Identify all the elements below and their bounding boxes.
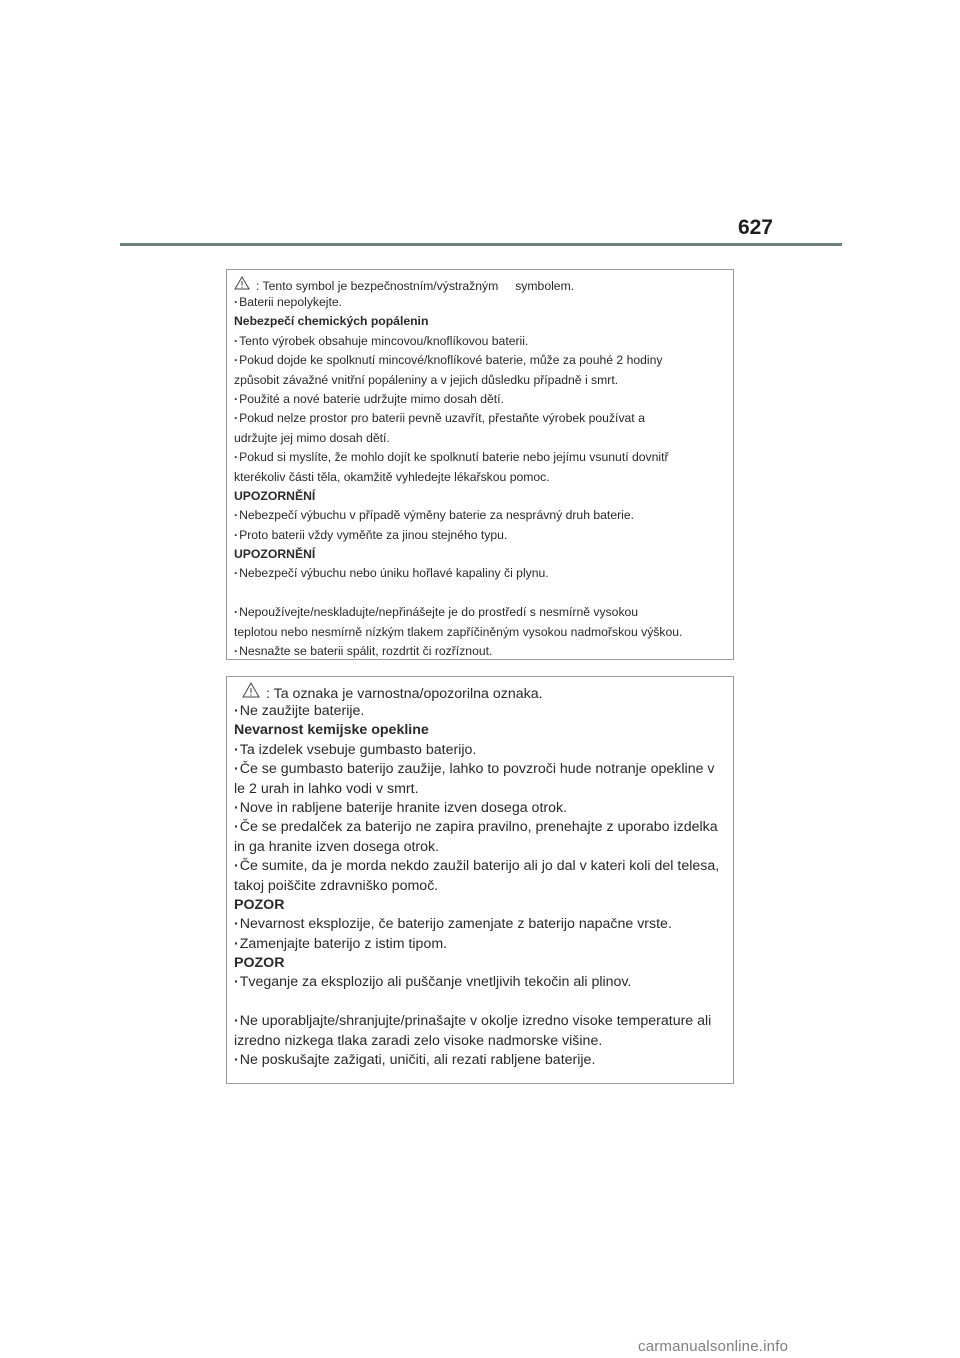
text-line: · Pokud dojde ke spolknutí mincové/knoflíkové baterie, může za pouhé 2 hodiny (234, 351, 733, 370)
text-line: · Če se predalček za baterijo ne zapira pravilno, prenehajte z uporabo izdelka (234, 818, 733, 837)
section-heading: UPOZORNĚNÍ (234, 488, 316, 503)
text-line: · Če se gumbasto baterijo zaužije, lahko to povzroči hude notranje opekline v (234, 760, 733, 779)
text-line: · Nesnažte se baterii spálit, rozdrtit či rozříznout. (234, 642, 733, 661)
section-heading: Nevarnost kemijske opekline (234, 722, 429, 739)
czech-lines (234, 293, 733, 661)
slovene-warning-line (234, 682, 733, 702)
text-line: · Pokud si myslíte, že mohlo dojít ke spolknutí baterie nebo jejímu vsunutí dovnitř (234, 448, 733, 467)
text-line: · Zamenjajte baterijo z istim tipom. (234, 935, 733, 954)
text-line: izredno nizkega tlaka zaradi zelo visoke nadmorske višine. (234, 1032, 603, 1049)
text-line: takoj poiščite zdravniško pomoč. (234, 877, 439, 894)
warning-triangle-icon (234, 276, 250, 293)
text-line: udržujte jej mimo dosah dětí. (234, 430, 390, 445)
text-line: in ga hranite izven dosega otrok. (234, 838, 440, 855)
text-line: · Tveganje za eksplozijo ali puščanje vnetljivih tekočin ali plinov. (234, 973, 733, 992)
text-line: · Tento výrobek obsahuje mincovou/knoflíkovou baterii. (234, 332, 733, 351)
text-line: · Ne poskušajte zažigati, uničiti, ali rezati rabljene baterije. (234, 1051, 733, 1070)
text-line: · Če sumite, da je morda nekdo zaužil baterijo ali jo dal v kateri koli del telesa, (234, 857, 733, 876)
text-line: · Ta izdelek vsebuje gumbasto baterijo. (234, 741, 733, 760)
text-line: · Nove in rabljene baterije hranite izven dosega otrok. (234, 799, 733, 818)
text-line: · Použité a nové baterie udržujte mimo dosah dětí. (234, 390, 733, 409)
text-line: · Baterii nepolykejte. (234, 293, 733, 312)
text-line: · Nebezpečí výbuchu v případě výměny baterie za nesprávný druh baterie. (234, 506, 733, 525)
warning-triangle-icon (242, 682, 260, 702)
section-heading: Nebezpečí chemických popálenin (234, 314, 429, 329)
text-line: · Nevarnost eksplozije, če baterijo zamenjate z baterijo napačne vrste. (234, 915, 733, 934)
text-line: · Nebezpečí výbuchu nebo úniku hořlavé kapaliny či plynu. (234, 564, 733, 583)
text-line: le 2 urah in lahko vodi v smrt. (234, 780, 419, 797)
text-line: · Proto baterii vždy vyměňte za jinou stejného typu. (234, 526, 733, 545)
text-line (234, 993, 733, 1012)
slovene-warning-box (226, 676, 734, 1084)
text-line (234, 584, 733, 603)
page-number: 627 (737, 216, 773, 239)
text-line: · Ne zaužijte baterije. (234, 702, 733, 721)
footer-watermark: carmanualsonline.info (638, 1338, 789, 1355)
text-line: · Ne uporabljajte/shranjujte/prinašajte v okolje izredno visoke temperature ali (234, 1012, 733, 1031)
section-heading: POZOR (234, 955, 285, 972)
czech-warning-line (234, 274, 733, 293)
text-line: způsobit závažné vnitřní popáleniny a v jejich důsledku případně i smrt. (234, 372, 619, 387)
text-line: · Nepoužívejte/neskladujte/nepřinášejte je do prostředí s nesmírně vysokou (234, 603, 733, 622)
section-heading: UPOZORNĚNÍ (234, 547, 316, 562)
czech-warning-box (226, 269, 734, 660)
section-heading: POZOR (234, 896, 285, 913)
slovene-lines (234, 702, 733, 1070)
header-rule (120, 243, 842, 246)
text-line: · Pokud nelze prostor pro baterii pevně uzavřít, přestaňte výrobek používat a (234, 409, 733, 428)
text-line: kterékoliv části těla, okamžitě vyhledejte lékařskou pomoc. (234, 469, 550, 484)
text-line: teplotou nebo nesmírně nízkým tlakem zapříčiněným vysokou nadmořskou výškou. (234, 624, 683, 639)
czech-warning-text: : Tento symbol je bezpečnostním/výstražným symbolem. (256, 279, 575, 293)
slovene-warning-text: : Ta oznaka je varnostna/opozorilna oznaka. (266, 686, 543, 702)
